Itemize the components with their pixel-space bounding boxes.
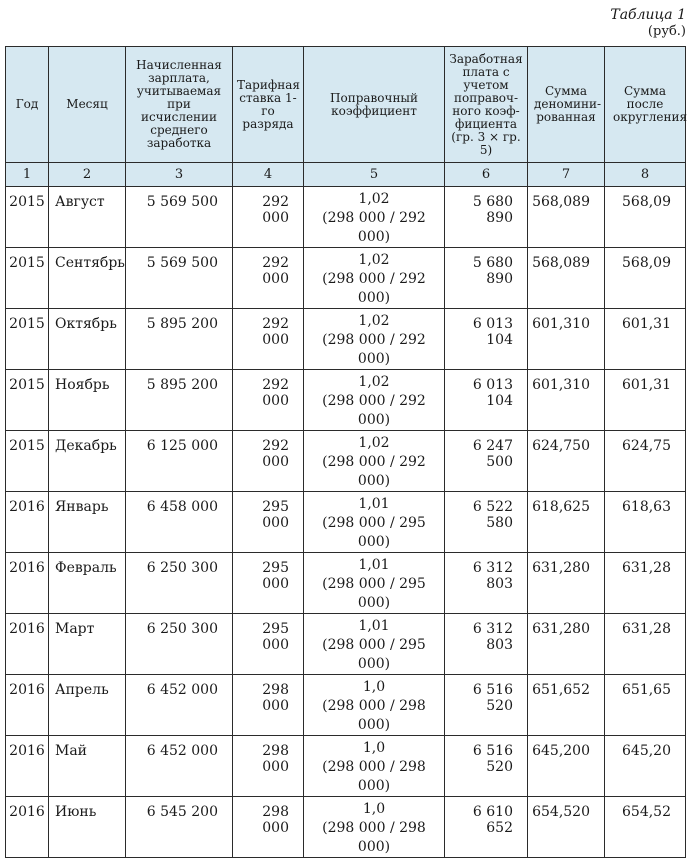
cell-year: 2016 xyxy=(6,797,49,858)
coef-formula: (298 000 / 292 000) xyxy=(322,210,426,245)
coef-value: 1,01 xyxy=(358,557,390,573)
coef-formula: (298 000 / 292 000) xyxy=(322,271,426,306)
cell-salary: 5 895 200 xyxy=(126,370,233,431)
cell-adjusted: 5 680 890 xyxy=(445,248,528,309)
cell-rate: 295 000 xyxy=(233,492,304,553)
cell-adjusted: 6 610 652 xyxy=(445,797,528,858)
table-row xyxy=(6,736,686,797)
cell-rate: 295 000 xyxy=(233,553,304,614)
cell-coef xyxy=(304,309,445,370)
cell-rate: 298 000 xyxy=(233,797,304,858)
header-salary: Начисленная зарплата, учитываемая при исчислении среднего заработка xyxy=(126,47,233,163)
cell-denominated: 631,280 xyxy=(528,553,605,614)
coef-formula: (298 000 / 295 000) xyxy=(322,637,426,672)
cell-adjusted: 6 013 104 xyxy=(445,370,528,431)
col-num: 8 xyxy=(605,163,686,187)
table-row xyxy=(6,370,686,431)
coef-value: 1,02 xyxy=(358,374,390,390)
cell-rate: 298 000 xyxy=(233,675,304,736)
cell-coef xyxy=(304,675,445,736)
cell-denominated: 645,200 xyxy=(528,736,605,797)
table-title: Таблица 1 xyxy=(610,7,686,23)
header-year: Год xyxy=(6,47,49,163)
coef-formula: (298 000 / 292 000) xyxy=(322,332,426,367)
cell-adjusted: 5 680 890 xyxy=(445,187,528,248)
table-caption xyxy=(610,6,686,40)
col-num: 4 xyxy=(233,163,304,187)
table-row xyxy=(6,431,686,492)
coef-value: 1,0 xyxy=(362,679,386,695)
cell-year: 2016 xyxy=(6,614,49,675)
cell-year: 2016 xyxy=(6,736,49,797)
header-adjusted: Заработная плата с учетом поправоч-ного коэф-фициента (гр. 3 × гр. 5) xyxy=(445,47,528,163)
cell-adjusted: 6 312 803 xyxy=(445,614,528,675)
table-row xyxy=(6,187,686,248)
cell-month: Апрель xyxy=(49,675,126,736)
cell-adjusted: 6 516 520 xyxy=(445,675,528,736)
cell-salary: 6 250 300 xyxy=(126,553,233,614)
coef-value: 1,02 xyxy=(358,435,390,451)
cell-rate: 292 000 xyxy=(233,431,304,492)
cell-salary: 6 545 200 xyxy=(126,797,233,858)
cell-coef xyxy=(304,553,445,614)
cell-salary: 5 895 200 xyxy=(126,309,233,370)
coef-value: 1,01 xyxy=(358,496,390,512)
cell-salary: 6 452 000 xyxy=(126,736,233,797)
cell-rate: 292 000 xyxy=(233,187,304,248)
table-unit: (руб.) xyxy=(647,24,686,39)
col-num: 3 xyxy=(126,163,233,187)
coef-formula: (298 000 / 295 000) xyxy=(322,515,426,550)
cell-rounded: 651,65 xyxy=(605,675,686,736)
cell-denominated: 601,310 xyxy=(528,370,605,431)
cell-coef xyxy=(304,187,445,248)
coef-formula: (298 000 / 298 000) xyxy=(322,698,426,733)
cell-month: Октябрь xyxy=(49,309,126,370)
cell-month: Декабрь xyxy=(49,431,126,492)
cell-rate: 295 000 xyxy=(233,614,304,675)
cell-salary: 6 250 300 xyxy=(126,614,233,675)
coef-value: 1,02 xyxy=(358,191,390,207)
cell-salary: 6 452 000 xyxy=(126,675,233,736)
table-row xyxy=(6,797,686,858)
col-num: 7 xyxy=(528,163,605,187)
coef-value: 1,01 xyxy=(358,618,390,634)
cell-denominated: 631,280 xyxy=(528,614,605,675)
cell-month: Ноябрь xyxy=(49,370,126,431)
cell-coef xyxy=(304,248,445,309)
cell-denominated: 568,089 xyxy=(528,187,605,248)
cell-rate: 298 000 xyxy=(233,736,304,797)
cell-rate: 292 000 xyxy=(233,309,304,370)
table-row xyxy=(6,492,686,553)
cell-rounded: 631,28 xyxy=(605,614,686,675)
cell-coef xyxy=(304,797,445,858)
col-num: 5 xyxy=(304,163,445,187)
coef-formula: (298 000 / 298 000) xyxy=(322,820,426,855)
table-row xyxy=(6,553,686,614)
cell-denominated: 568,089 xyxy=(528,248,605,309)
cell-adjusted: 6 013 104 xyxy=(445,309,528,370)
cell-rounded: 568,09 xyxy=(605,248,686,309)
header-coef: Поправочный коэффициент xyxy=(304,47,445,163)
cell-month: Июнь xyxy=(49,797,126,858)
cell-rounded: 601,31 xyxy=(605,370,686,431)
col-num: 6 xyxy=(445,163,528,187)
table-row xyxy=(6,614,686,675)
cell-salary: 5 569 500 xyxy=(126,187,233,248)
cell-year: 2016 xyxy=(6,492,49,553)
cell-denominated: 624,750 xyxy=(528,431,605,492)
cell-rounded: 568,09 xyxy=(605,187,686,248)
coef-value: 1,02 xyxy=(358,313,390,329)
cell-month: Август xyxy=(49,187,126,248)
header-month: Месяц xyxy=(49,47,126,163)
cell-salary: 5 569 500 xyxy=(126,248,233,309)
cell-rounded: 601,31 xyxy=(605,309,686,370)
cell-coef xyxy=(304,431,445,492)
cell-denominated: 618,625 xyxy=(528,492,605,553)
cell-rounded: 624,75 xyxy=(605,431,686,492)
header-row xyxy=(6,47,686,163)
cell-adjusted: 6 247 500 xyxy=(445,431,528,492)
cell-adjusted: 6 516 520 xyxy=(445,736,528,797)
cell-month: Февраль xyxy=(49,553,126,614)
cell-year: 2016 xyxy=(6,553,49,614)
cell-year: 2015 xyxy=(6,187,49,248)
cell-adjusted: 6 522 580 xyxy=(445,492,528,553)
cell-rate: 292 000 xyxy=(233,370,304,431)
coef-value: 1,02 xyxy=(358,252,390,268)
coef-value: 1,0 xyxy=(362,801,386,817)
coef-formula: (298 000 / 292 000) xyxy=(322,454,426,489)
cell-coef xyxy=(304,736,445,797)
cell-rounded: 654,52 xyxy=(605,797,686,858)
cell-month: Сентябрь xyxy=(49,248,126,309)
cell-adjusted: 6 312 803 xyxy=(445,553,528,614)
column-number-row xyxy=(6,163,686,187)
cell-coef xyxy=(304,492,445,553)
table-row xyxy=(6,309,686,370)
cell-month: Январь xyxy=(49,492,126,553)
cell-year: 2016 xyxy=(6,675,49,736)
cell-rounded: 631,28 xyxy=(605,553,686,614)
header-rounded: Сумма после округления xyxy=(605,47,686,163)
cell-month: Март xyxy=(49,614,126,675)
col-num: 2 xyxy=(49,163,126,187)
cell-coef xyxy=(304,614,445,675)
table-row xyxy=(6,675,686,736)
coef-value: 1,0 xyxy=(362,740,386,756)
header-rate: Тарифная ставка 1-го разряда xyxy=(233,47,304,163)
cell-year: 2015 xyxy=(6,248,49,309)
salary-table xyxy=(5,46,686,858)
cell-salary: 6 125 000 xyxy=(126,431,233,492)
cell-year: 2015 xyxy=(6,431,49,492)
cell-year: 2015 xyxy=(6,370,49,431)
cell-rounded: 618,63 xyxy=(605,492,686,553)
cell-year: 2015 xyxy=(6,309,49,370)
cell-denominated: 651,652 xyxy=(528,675,605,736)
table-row xyxy=(6,248,686,309)
cell-denominated: 654,520 xyxy=(528,797,605,858)
cell-denominated: 601,310 xyxy=(528,309,605,370)
coef-formula: (298 000 / 292 000) xyxy=(322,393,426,428)
coef-formula: (298 000 / 298 000) xyxy=(322,759,426,794)
header-denominated: Сумма деномини-рованная xyxy=(528,47,605,163)
cell-rounded: 645,20 xyxy=(605,736,686,797)
cell-coef xyxy=(304,370,445,431)
col-num: 1 xyxy=(6,163,49,187)
cell-salary: 6 458 000 xyxy=(126,492,233,553)
cell-rate: 292 000 xyxy=(233,248,304,309)
coef-formula: (298 000 / 295 000) xyxy=(322,576,426,611)
cell-month: Май xyxy=(49,736,126,797)
